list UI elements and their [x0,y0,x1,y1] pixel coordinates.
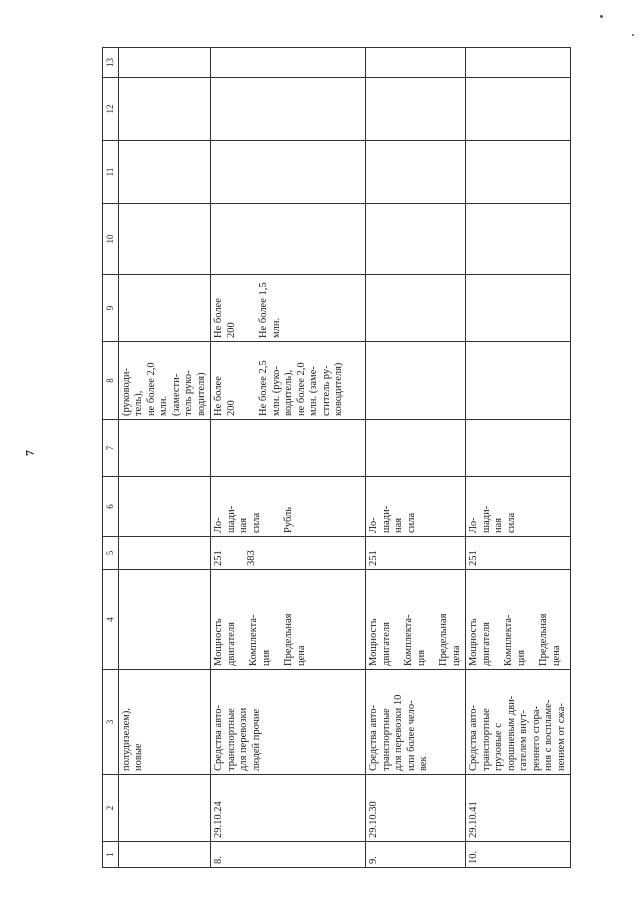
value-cell [466,275,571,342]
cell-text-line: ная [238,517,249,533]
table-cell [366,141,466,204]
cell-text-line: новые [133,743,144,771]
group-spacer [518,480,528,533]
table-body [103,48,571,868]
cell-text-line: Комплекта- [403,614,414,666]
product-name-cell [466,670,571,775]
column-number: 1 [103,842,119,868]
cell-text-line: 200 [225,322,237,338]
cell-text-line: нением от сжа- [555,703,567,771]
value-cell [366,275,466,342]
column-number-row [103,48,119,868]
group-spacer [528,480,538,533]
column-number: 10 [103,204,119,275]
cell-text-line: Не более 2,5 [258,360,269,416]
value-cell [466,342,571,420]
table-cell [211,420,366,477]
unit-code-cell [211,537,366,570]
cell-text-line: шади- [480,505,492,533]
cell-text-line: ная [393,517,404,533]
cell-text-line: млн. [158,395,169,416]
group-spacer [468,345,478,416]
unit-code-cell [366,537,466,570]
unit-name-cell [211,477,366,537]
cell-text-line: Ло- [468,517,479,533]
cell-text-line: сила [250,512,262,533]
table-cell [118,78,211,141]
unit-name-cell [466,477,571,537]
group-spacer [393,573,403,666]
product-name-cell [366,670,466,775]
table-cell [118,537,211,570]
table-cell [118,477,211,537]
cell-text-line: (замести- [170,373,182,416]
cell-text-line: цена [295,645,307,666]
cell-text-line: Мощность [468,618,479,666]
cell-text-line: ния с воспламе- [543,699,554,771]
cell-text-line: Не более [213,376,224,416]
unit-code-cell [466,537,571,570]
characteristic-cell [211,570,366,670]
cell-text-line: сила [405,512,417,533]
cell-text-line: поршневым дви- [505,695,517,771]
cell-text-line: реннего сгора- [530,705,542,771]
group-spacer [481,540,491,566]
group-spacer [273,573,283,666]
scan-speck [632,34,634,36]
cell-text-line: Комплекта- [503,614,514,666]
cell-text-line: гателем внут- [518,709,529,771]
cell-text-line: сила [505,512,517,533]
cell-text-line: ция [415,649,427,666]
product-name-cell [211,670,366,775]
cell-text-line: шади- [225,505,237,533]
group-spacer [238,345,248,416]
okpd-code-cell: 29.10.24 [211,775,366,842]
table-cell [118,570,211,670]
cell-text-line: 383 [245,550,257,566]
group-spacer [381,540,391,566]
group-spacer [478,345,488,416]
cell-text-line: ководителя) [333,362,344,416]
cell-text-line: транспортные [225,708,237,771]
unit-name-cell [366,477,466,537]
group-spacer [528,573,538,666]
table-cell [211,48,366,78]
cell-text-line: Рубль [283,506,294,533]
column-number: 12 [103,78,119,141]
table-cell [211,204,366,275]
cell-text-line: Не более 1,5 [258,282,269,338]
cell-text-line: Предельная [538,613,549,666]
cell-text-line: ция [515,649,527,666]
table-cell [466,420,571,477]
cell-text-line: полудизелем), [120,708,132,771]
group-spacer [391,540,401,566]
cell-text-line: 200 [225,400,237,416]
column-number: 13 [103,48,119,78]
table-cell [118,275,211,342]
table-cell [118,775,211,842]
column-number: 5 [103,537,119,570]
value-cell [211,342,366,420]
cell-text-line: водителя) [195,372,207,416]
cell-text-line: цена [550,645,562,666]
group-spacer [248,345,258,416]
group-spacer [226,540,236,566]
cell-text-line: Ло- [368,517,379,533]
group-spacer [378,345,388,416]
cell-text-line: Мощность [213,618,224,666]
table-cell [466,78,571,141]
cell-text-line: млн. (руко- [270,366,282,416]
cell-text-line: людей прочие [250,708,262,771]
cell-text-line: тель руко- [183,370,194,416]
column-number: 3 [103,670,119,775]
table-cell [366,204,466,275]
cell-text-line: для перевозки 10 [393,694,404,771]
value-cell [211,275,366,342]
cell-text-line: век [418,756,429,771]
cell-text-line: 251 [368,550,379,566]
table-cell [211,78,366,141]
cell-text-line: Ло- [213,517,224,533]
column-number: 9 [103,275,119,342]
row-number-cell: 8. [211,842,366,868]
table-cell [366,48,466,78]
okpd-code-cell: 29.10.30 [366,775,466,842]
characteristic-cell [366,570,466,670]
group-spacer [263,480,273,533]
group-spacer [248,278,258,338]
cell-text-line: Средства авто- [213,704,224,771]
column-number: 8 [103,342,119,420]
procurement-table [102,47,571,868]
column-number: 2 [103,775,119,842]
table-cell [118,670,211,775]
table-cell [466,48,571,78]
group-spacer [368,345,378,416]
group-spacer [478,278,488,338]
cell-text-line: Мощность [368,618,379,666]
table-cell [366,420,466,477]
group-spacer [368,278,378,338]
cell-text-line: Средства авто- [368,704,379,771]
group-spacer [493,573,503,666]
group-spacer [236,540,246,566]
cell-text-line: млн. (заме- [308,366,319,416]
row-number-cell: 10. [466,842,571,868]
column-number: 7 [103,420,119,477]
table-cell [211,141,366,204]
group-spacer [428,480,438,533]
cell-text-line: для перевозки [238,707,249,771]
table-row [211,48,366,868]
table-row [366,48,466,868]
table-cell [118,342,211,420]
row-number-cell: 9. [366,842,466,868]
group-spacer [491,540,501,566]
table-cell [118,420,211,477]
cell-text-line: 251 [468,550,479,566]
group-spacer [273,480,283,533]
column-number: 6 [103,477,119,537]
value-cell [366,342,466,420]
table-row [466,48,571,868]
cell-text-line: Средства авто- [468,704,479,771]
group-spacer [238,573,248,666]
continuation-row [118,48,211,868]
cell-text-line: двигателя [225,622,237,666]
characteristic-cell [466,570,571,670]
cell-text-line: двигателя [480,622,492,666]
cell-text-line: водитель), [283,369,294,416]
cell-text-line: Предельная [283,613,294,666]
table-cell [118,842,211,868]
table-cell [118,48,211,78]
table-cell [466,204,571,275]
cell-text-line: цена [450,645,462,666]
cell-text-line: не более 2,0 [145,362,157,416]
cell-text-line: транспортные [380,708,392,771]
cell-text-line: не более 2,0 [295,362,307,416]
page-number: 7 [22,450,37,456]
cell-text-line: ция [260,649,272,666]
group-spacer [238,278,248,338]
table-cell [466,141,571,204]
cell-text-line: грузовые с [493,723,504,771]
cell-text-line: Комплекта- [248,614,259,666]
cell-text-line: 251 [213,550,224,566]
cell-text-line: Предельная [438,613,449,666]
cell-text-line: или более чело- [405,700,417,771]
cell-text-line: ная [493,517,504,533]
cell-text-line: ститель ру- [320,365,332,416]
group-spacer [418,480,428,533]
rotated-table-container [102,48,638,868]
cell-text-line: шади- [380,505,392,533]
cell-text-line: транспортные [480,708,492,771]
cell-text-line: тель), [133,390,144,416]
column-number: 4 [103,570,119,670]
cell-text-line: Не более [213,298,224,338]
table-cell [366,78,466,141]
group-spacer [428,573,438,666]
group-spacer [468,278,478,338]
cell-text-line: двигателя [380,622,392,666]
table-cell [118,204,211,275]
cell-text-line: (руководи- [120,368,132,416]
okpd-code-cell: 29.10.41 [466,775,571,842]
column-number: 11 [103,141,119,204]
table-cell [118,141,211,204]
group-spacer [378,278,388,338]
scan-speck [600,15,603,18]
cell-text-line: млн. [270,317,282,338]
